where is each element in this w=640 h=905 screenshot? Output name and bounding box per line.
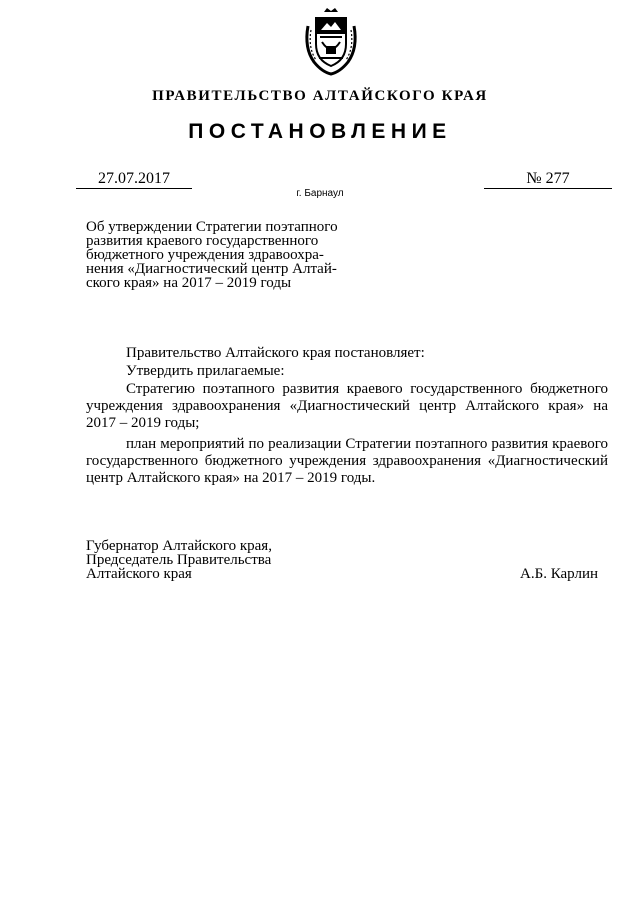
body-paragraph: план мероприятий по реализации Стратегии поэтапного развития краевого государственного бюджетного учреждения здравоохранения «Диагностический центр Алтайского края» на 2017 – 2019 годы.: [86, 436, 608, 486]
subject-line: ского края» на 2017 – 2019 годы: [86, 275, 292, 291]
body-paragraph: Утвердить прилагаемые:: [126, 363, 285, 379]
subject-line: бюджетного учреждения здравоохра-: [86, 247, 324, 263]
signature-position: [86, 539, 272, 581]
subject-line: Об утверждении Стратегии поэтапного: [86, 219, 338, 235]
subject-line: нения «Диагностический центр Алтай-: [86, 261, 337, 277]
document-city: г. Барнаул: [296, 188, 344, 199]
coat-of-arms-icon: [300, 6, 362, 76]
document-subject: [86, 220, 364, 290]
body-paragraph: Стратегию поэтапного развития краевого государственного бюджетного учреждения здравоохранения «Диагностический центр Алтайского края» на 2017 – 2019 годы;: [86, 381, 608, 431]
signature-line: Председатель Правительства: [86, 552, 272, 568]
document-date: 27.07.2017: [76, 170, 192, 189]
body-paragraph: Правительство Алтайского края постановляет:: [126, 345, 425, 361]
subject-line: развития краевого государственного: [86, 233, 319, 249]
government-name: ПРАВИТЕЛЬСТВО АЛТАЙСКОГО КРАЯ: [152, 88, 488, 104]
document-number: № 277: [484, 170, 612, 189]
signer-name: А.Б. Карлин: [520, 566, 599, 582]
signature-line: Губернатор Алтайского края,: [86, 538, 272, 554]
signature-line: Алтайского края: [86, 566, 192, 582]
document-type: ПОСТАНОВЛЕНИЕ: [188, 120, 452, 143]
